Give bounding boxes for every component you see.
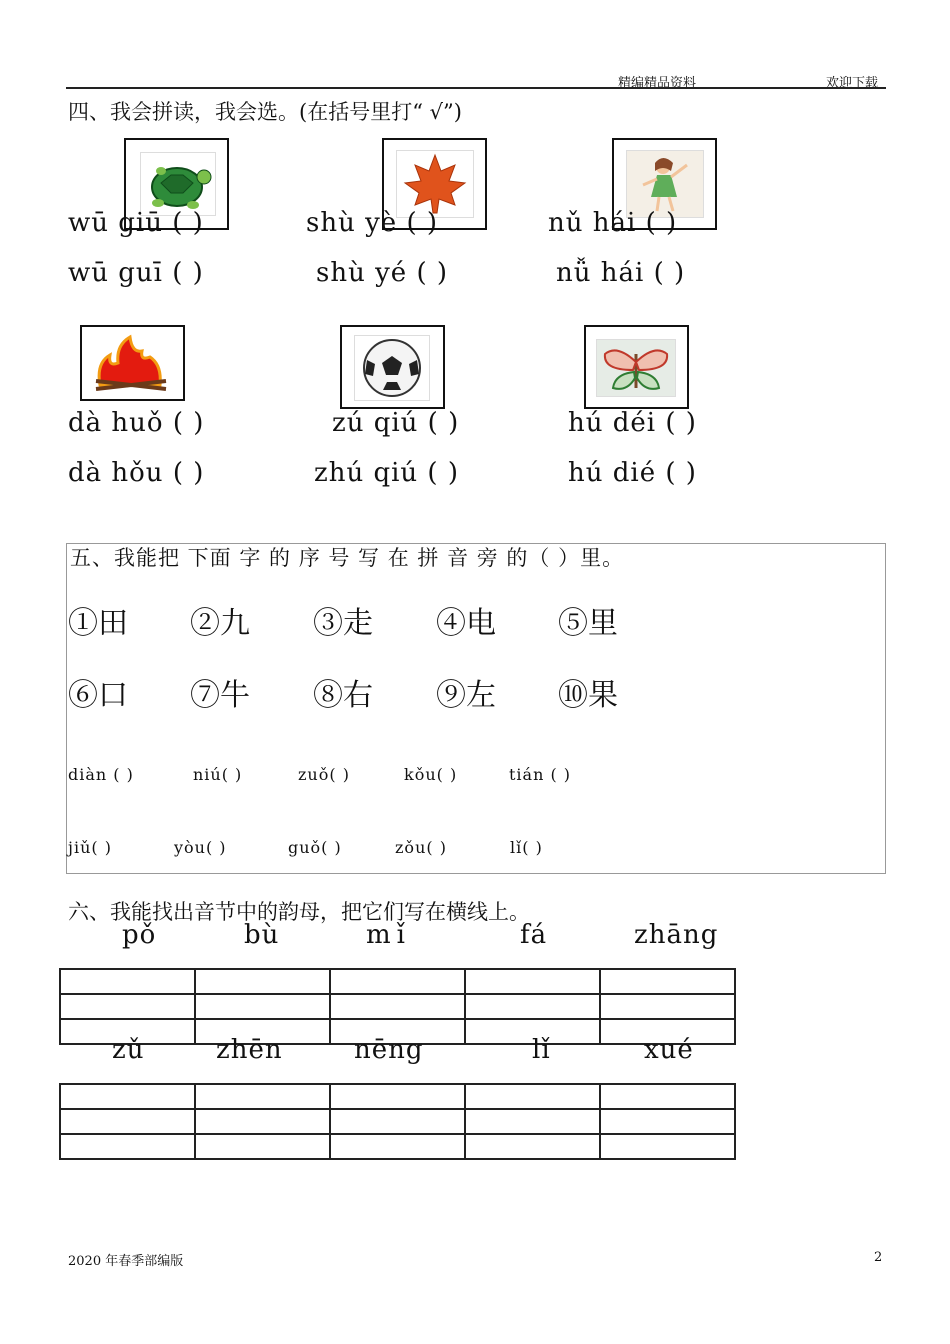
fire-icon xyxy=(90,333,172,393)
char-10: ⑩果 xyxy=(558,678,618,713)
soccer-ball-icon xyxy=(354,335,430,401)
option-butterfly-1: hú déi ( ) xyxy=(568,408,697,438)
section4-title: 四、我会拼读，我会选。(在括号里打“ √”) xyxy=(68,100,462,124)
syllable-zhang: zhāng xyxy=(634,920,719,950)
grid-cell[interactable] xyxy=(600,1084,735,1109)
option-butterfly-2: hú dié ( ) xyxy=(568,458,697,488)
syllable-xue: xué xyxy=(644,1035,694,1065)
grid-cell[interactable] xyxy=(195,1134,330,1159)
syllable-fa: fá xyxy=(520,920,548,950)
syllable-mi: mǐ xyxy=(366,920,411,950)
char-1: ①田 xyxy=(68,606,128,641)
footer-edition: 2020 年春季部编版 xyxy=(68,1254,184,1269)
grid-cell[interactable] xyxy=(195,1084,330,1109)
option-ball-2: zhú qiú ( ) xyxy=(314,458,459,488)
butterfly-icon xyxy=(596,339,676,397)
option-turtle-2: wū guī ( ) xyxy=(68,258,204,288)
grid-cell[interactable] xyxy=(330,1109,465,1134)
char-8: ⑧右 xyxy=(313,678,373,713)
option-girl-1: nǔ hái ( ) xyxy=(548,208,678,238)
char-6: ⑥口 xyxy=(68,678,128,713)
option-girl-2: nǚ hái ( ) xyxy=(556,258,686,288)
picture-frame-fire xyxy=(80,325,185,401)
grid-cell[interactable] xyxy=(600,994,735,1019)
grid-cell[interactable] xyxy=(465,1109,600,1134)
header-right-text: 欢迎下载 xyxy=(826,76,879,91)
page-number: 2 xyxy=(874,1250,883,1265)
char-5: ⑤里 xyxy=(558,606,618,641)
pinyin-blank-li: lǐ( ) xyxy=(510,838,543,857)
answer-grid-1 xyxy=(59,968,736,1045)
pinyin-blank-guo: guǒ( ) xyxy=(288,838,342,857)
grid-cell[interactable] xyxy=(60,1109,195,1134)
grid-cell[interactable] xyxy=(330,1084,465,1109)
grid-cell[interactable] xyxy=(60,969,195,994)
option-leaf-2: shù yé ( ) xyxy=(316,258,448,288)
section5-title: 五、我能把 下面 字 的 序 号 写 在 拼 音 旁 的（ ）里。 xyxy=(70,546,625,570)
char-2: ②九 xyxy=(190,606,250,641)
grid-cell[interactable] xyxy=(330,1134,465,1159)
char-3: ③走 xyxy=(313,606,373,641)
grid-cell[interactable] xyxy=(465,1084,600,1109)
grid-cell[interactable] xyxy=(465,1134,600,1159)
pinyin-blank-dian: diàn ( ) xyxy=(68,765,134,784)
grid-cell[interactable] xyxy=(195,994,330,1019)
pinyin-blank-tian: tián ( ) xyxy=(509,765,572,784)
grid-cell[interactable] xyxy=(60,1134,195,1159)
grid-cell[interactable] xyxy=(465,994,600,1019)
grid-cell[interactable] xyxy=(195,1109,330,1134)
answer-grid-2 xyxy=(59,1083,736,1160)
grid-cell[interactable] xyxy=(195,969,330,994)
picture-frame-ball xyxy=(340,325,445,409)
pinyin-blank-zou: zǒu( ) xyxy=(395,838,447,857)
header-left-text: 精编精品资料 xyxy=(618,76,697,91)
picture-frame-butterfly xyxy=(584,325,689,409)
syllable-po: pǒ xyxy=(122,920,157,950)
turtle-icon xyxy=(140,152,216,216)
pinyin-blank-zuo: zuǒ( ) xyxy=(298,765,350,784)
option-turtle-1: wū giū ( ) xyxy=(68,208,204,238)
grid-cell[interactable] xyxy=(600,1134,735,1159)
char-4: ④电 xyxy=(436,606,496,641)
section6-title: 六、我能找出音节中的韵母，把它们写在横线上。 xyxy=(68,900,530,924)
option-fire-1: dà huǒ ( ) xyxy=(68,408,205,438)
grid-cell[interactable] xyxy=(330,969,465,994)
grid-cell[interactable] xyxy=(60,994,195,1019)
syllable-neng: nēng xyxy=(354,1035,424,1065)
pinyin-blank-niu: niú( ) xyxy=(193,765,243,784)
option-ball-1: zú qiú ( ) xyxy=(332,408,460,438)
grid-cell[interactable] xyxy=(600,1109,735,1134)
syllable-li: lǐ xyxy=(532,1035,551,1065)
option-fire-2: dà hǒu ( ) xyxy=(68,458,205,488)
char-9: ⑨左 xyxy=(436,678,496,713)
syllable-zhen: zhēn xyxy=(216,1035,283,1065)
header-rule xyxy=(66,87,886,89)
grid-cell[interactable] xyxy=(60,1084,195,1109)
grid-cell[interactable] xyxy=(465,969,600,994)
pinyin-blank-jiu: jiǔ( ) xyxy=(68,838,112,857)
pinyin-blank-kou: kǒu( ) xyxy=(404,765,458,784)
grid-cell[interactable] xyxy=(330,994,465,1019)
syllable-bu: bù xyxy=(244,920,280,950)
char-7: ⑦牛 xyxy=(190,678,250,713)
syllable-zu: zǔ xyxy=(112,1035,145,1065)
option-leaf-1: shù yè ( ) xyxy=(306,208,438,238)
pinyin-blank-you: yòu( ) xyxy=(174,838,227,857)
grid-cell[interactable] xyxy=(600,969,735,994)
